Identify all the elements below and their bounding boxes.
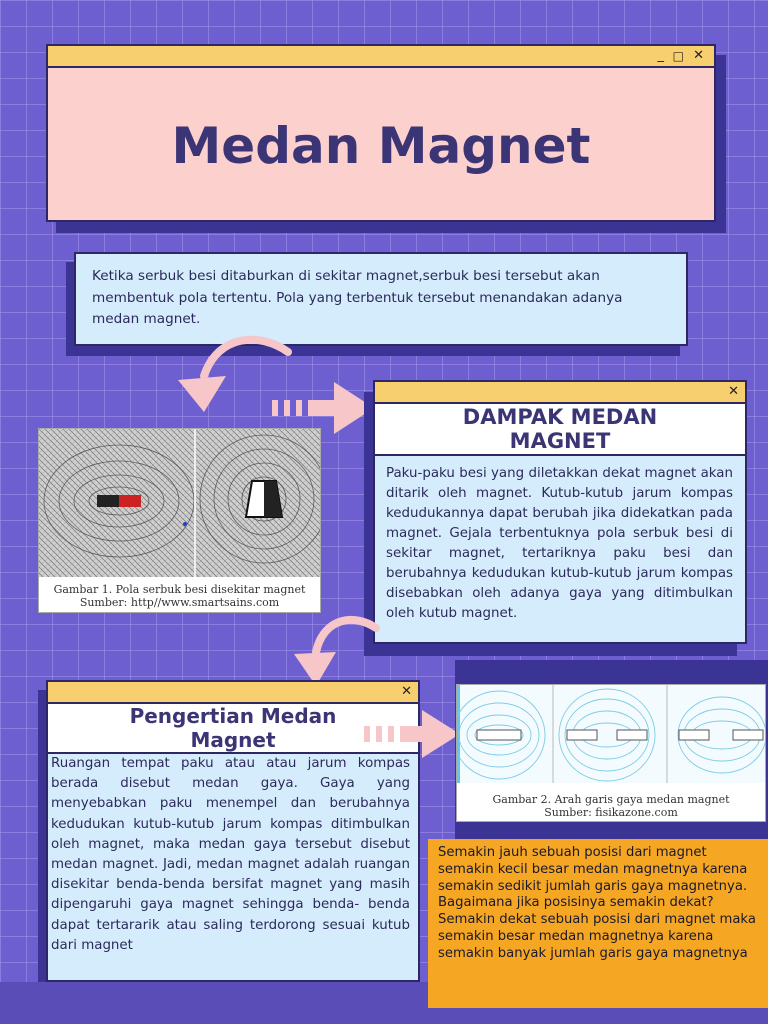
- figure1-caption-title: Gambar 1. Pola serbuk besi disekitar magnet: [53, 583, 306, 596]
- dampak-text: Paku-paku besi yang diletakkan dekat magnet akan ditarik oleh magnet. Kutub-kutub jarum kompas kedudukannya dapat berubah jika didekatkan pada magnet. Gejala terbentuknya pola serbuk besi di sekitar magnet, tertariknya paku besi dan berubahnya kedudukan kutub-kutub jarum kompas disebabkan oleh adanya gaya yang ditimbulkan oleh kutub magnet.: [386, 466, 733, 621]
- maximize-icon[interactable]: □: [672, 49, 684, 63]
- figure2-caption-title: Gambar 2. Arah garis gaya medan magnet: [492, 793, 730, 806]
- pengertian-heading-area: [48, 704, 418, 754]
- dampak-heading-line2: MAGNET: [509, 429, 611, 453]
- figure1-caption-source: Sumber: http//www.smartsains.com: [79, 596, 280, 609]
- dampak-heading-area: [375, 404, 745, 456]
- pengertian-heading-line2: Magnet: [190, 728, 276, 752]
- title-window-titlebar: [48, 46, 714, 68]
- note-text: Semakin jauh sebuah posisi dari magnet semakin kecil besar medan magnetnya karena semakin sedikit jumlah garis gaya magnetnya. Bagaimana jika posisinya semakin dekat? Semakin dekat sebuah posisi dari magnet maka semakin besar medan magnetnya karena semakin banyak jumlah garis gaya magnetnya: [438, 845, 756, 961]
- title-window: [46, 44, 716, 222]
- figure1-caption: [39, 581, 320, 609]
- figure2-image: [456, 684, 766, 822]
- field-lines-diagram: [457, 685, 766, 783]
- pengertian-heading-line1: Pengertian Medan: [129, 704, 337, 728]
- figure2-caption-source: Sumber: fisikazone.com: [544, 806, 678, 819]
- dampak-window: [373, 380, 747, 644]
- right-arrow-1: [272, 380, 376, 436]
- close-icon[interactable]: ✕: [693, 48, 704, 63]
- note-box: [428, 839, 768, 1008]
- intro-text: Ketika serbuk besi ditaburkan di sekitar magnet,serbuk besi tersebut akan membentuk pola tertentu. Pola yang terbentuk tersebut menandakan adanya medan magnet.: [92, 268, 623, 327]
- minimize-icon[interactable]: _: [657, 48, 664, 63]
- figure2-caption: [457, 787, 765, 819]
- dampak-titlebar: [375, 382, 745, 404]
- figure1-image: [38, 428, 321, 613]
- dampak-close-icon[interactable]: ✕: [728, 384, 739, 399]
- right-arrow-2: [364, 708, 462, 760]
- pengertian-titlebar: [48, 682, 418, 704]
- iron-filings-pattern: [39, 429, 321, 577]
- curved-arrow-2: [286, 612, 386, 688]
- page-title: Medan Magnet: [171, 117, 591, 175]
- pengertian-text: Ruangan tempat paku atau atau jarum kompas berada disebut medan gaya. Gaya yang menyebabkan paku menempel dan berubahnya kedudukan kutub-kutub jarum kompas ditimbulkan oleh magnet, maka medan gaya tersebut disebut medan magnet. Jadi, medan magnet adalah ruangan disekitar benda-benda bersifat magnet yang masih dipengaruhi gaya magnet sehingga benda- benda dapat tertararik atau saling terdorong sesuai kutub dari magnet: [51, 756, 410, 953]
- pengertian-close-icon[interactable]: ✕: [401, 684, 412, 699]
- dampak-heading-line1: DAMPAK MEDAN: [462, 405, 658, 429]
